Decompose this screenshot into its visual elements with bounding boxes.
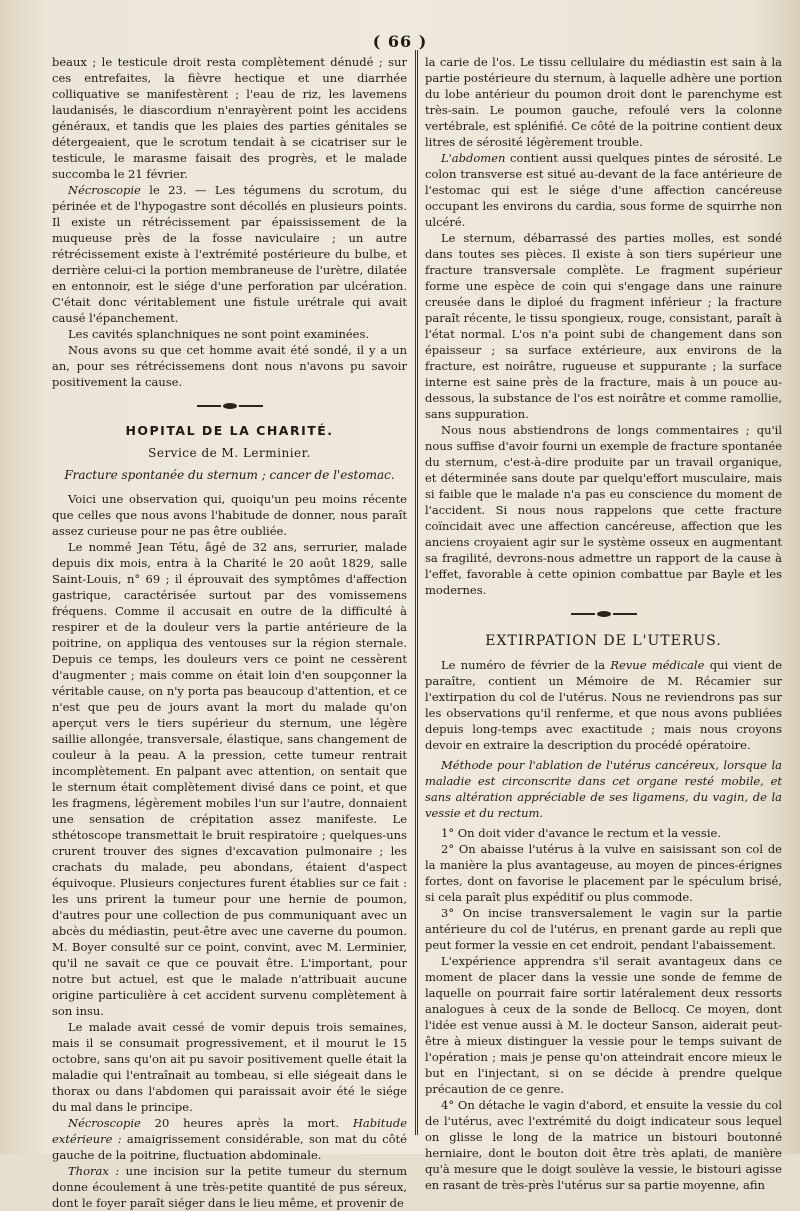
section-heading: HOPITAL DE LA CHARITÉ. — [125, 423, 334, 438]
step-2: 2° On abaisse l'utérus à la vulve en saisissant son col de la manière la plus avantageuse, au moyen de pinces-érignes fortes, dont on favorise le placement par le spéculum brisé, si cela paraît plus expéditif ou plus commode. — [425, 842, 782, 904]
paragraph: Les cavités splanchniques ne sont point examinées. — [68, 327, 370, 341]
paragraph: Nécroscopie le 23. — Les tégumens du scrotum, du périnée et de l'hypogastre sont décollés en plusieurs points. Il existe un rétrécissement par épaississement de la muqueuse près de la fosse naviculaire ; un autre rétrécissement existe à l'extrémité postérieure du bulbe, et derrière celui-ci la portion membraneuse de l'urètre, dilatée en entonnoir, est le siége d'une perforation par ulcération. C'était donc véritablement une fistule urétrale qui avait causé l'épanchement. — [52, 183, 407, 325]
paragraph: Thorax : une incision sur la petite tumeur du sternum donne écoulement à une très-petite quantité de pus séreux, dont le foyer paraît siéger dans le lieu même, et provenir de — [52, 1164, 407, 1210]
section-ornament — [425, 605, 782, 621]
paragraph: Le nommé Jean Tétu, âgé de 32 ans, serrurier, malade depuis dix mois, entra à la Charité le 20 août 1829, salle Saint-Louis, n° 69 ; il éprouvait des symptômes d'affection gastrique, caractérisée surtout par des vomissemens fréquens. Comme il accusait en outre de la difficulté à respirer et de la douleur vers la partie antérieure de la poitrine, on appliqua des ventouses sur la région sternale. Depuis ce temps, les douleurs vers ce point ne cessèrent d'augmenter ; mais comme on était loin d'en soupçonner la véritable cause, on n'y porta pas beaucoup d'attention, et ce n'est que peu de jours avant la mort du malade qu'on aperçut vers le tiers supérieur du sternum, une légère saillie allongée, transversale, élastique, sans changement de couleur à la peau. A la pression, cette tumeur rentrait incomplètement. En palpant avec attention, on sentait que le sternum était complètement divisé dans ce point, et que les fragmens, légèrement mobiles l'un sur l'autre, donnaient une sensation de crépitation assez manifeste. Le sthétoscope transmettait le bruit respiratoire ; quelques-uns crurent trouver des signes d'excavation pulmonaire ; les crachats du malade, peu abondans, étaient d'aspect équivoque. Plusieurs conjectures furent établies sur ce fait : les uns prirent la tumeur pour une hernie de poumon, d'autres pour une collection de pus communiquant avec un abcès du médiastin, peut-être avec une caverne du poumon. M. Boyer consulté sur ce point, convint, avec M. Lerminier, qu'il ne savait ce que ce pouvait être. L'important, pour notre but actuel, est que le malade n'attribuait aucune origine particulière à cet accident survenu complètement à son insu. — [52, 540, 407, 1018]
right-column — [425, 54, 782, 1193]
paragraph: Le malade avait cessé de vomir depuis trois semaines, mais il se consumait progressivement, et il mourut le 15 octobre, sans qu'on ait pu savoir positivement quelle était la maladie qui l'entraînait au tombeau, si elle siégeait dans le thorax ou dans l'abdomen qui paraissait avoir été le siége du mal dans le principe. — [52, 1020, 407, 1114]
left-column — [52, 54, 407, 1211]
paragraph: L'expérience apprendra s'il serait avantageux dans ce moment de placer dans la vessie une sonde de femme de laquelle on pourrait faire sortir latéralement deux ressorts analogues à ceux de la sonde de Bellocq. Ce moyen, dont l'idée est venue aussi à M. le docteur Sanson, aiderait peut-être à mieux distinguer la vessie pour le temps suivant de l'opération ; mais je pense qu'on atteindrait encore mieux le but en l'injectant, si on se décide à prendre quelque précaution de ce genre. — [425, 954, 782, 1096]
paragraph: Le numéro de février de la Revue médicale qui vient de paraître, contient un Mémoire de M. Récamier sur l'extirpation du col de l'utérus. Nous ne reviendrons pas sur les observations qu'il renferme, et que nous avons publiées depuis long-temps avec exactitude ; mais nous croyons devoir en extraire la description du procédé opératoire. — [425, 658, 783, 752]
column-divider — [415, 50, 419, 1135]
step-3: 3° On incise transversalement le vagin sur la partie antérieure du col de l'utérus, en prenant garde au repli que peut former la vessie en cet endroit, pendant l'abaissement. — [425, 906, 782, 952]
section-heading: EXTIRPATION DE L'UTERUS. — [485, 633, 722, 649]
section-ornament — [52, 397, 407, 413]
step-1: 1° On doit vider d'avance le rectum et la vessie. — [441, 826, 721, 840]
service-line: Service de M. Lerminier. — [148, 446, 311, 460]
paragraph: beaux ; le testicule droit resta complètement dénudé ; sur ces entrefaites, la fièvre hectique et une diarrhée colliquative se manifestèrent ; l'eau de riz, les lavemens laudanisés, le diascordium n'enrayèrent point les accidens généraux, et tandis que les plaies des parties génitales se détergeaient, que le scrotum tendait à se cicatriser sur le testicule, le marasme faisait des progrès, et le malade succomba le 21 février. — [52, 55, 407, 181]
paragraph: L'abdomen contient aussi quelques pintes de sérosité. Le colon transverse est situé au-devant de la face antérieure de l'estomac qui est le siége d'une affection cancéreuse occupant les environs du cardia, sous forme de squirrhe non ulcéré. — [425, 151, 782, 229]
paragraph: Nous nous abstiendrons de longs commentaires ; qu'il nous suffise d'avoir fourni un exemple de fracture spontanée du sternum, c'est-à-dire produite par un travail organique, et déterminée sans doute par quelqu'effort musculaire, mais si faible que le malade n'a pas eu conscience du moment de l'accident. Si nous nous rappelons que cette fracture coïncidait avec une affection cancéreuse, affection que les anciens croyaient agir sur le système osseux en augmentant sa fragilité, devrons-nous admettre un rapport de la cause à l'effet, favorable à cette opinion combattue par Bayle et les modernes. — [425, 423, 782, 597]
article-subtitle: Fracture spontanée du sternum ; cancer de l'estomac. — [64, 468, 395, 482]
paragraph: Le sternum, débarrassé des parties molles, est sondé dans toutes ses pièces. Il existe à son tiers supérieur une fracture transversale complète. Le fragment supérieur forme une espèce de coin qui s'engage dans une rainure creusée dans le diploé du fragment inférieur ; la fracture paraît récente, le tissu spongieux, rouge, consistant, paraît à l'état normal. L'os n'a point subi de changement dans son épaisseur ; sa surface extérieure, aux environs de la fracture, est noirâtre, rugueuse et suppurante ; la surface interne est saine près de la fracture, mais à un pouce au-dessous, la substance de l'os est noirâtre et comme ramollie, sans suppuration. — [425, 231, 782, 421]
method-title: Méthode pour l'ablation de l'utérus cancéreux, lorsque la maladie est circonscrite dans cet organe resté mobile, et sans altération appréciable de ses ligamens, du vagin, de la vessie et du rectum. — [425, 758, 782, 820]
paragraph: Voici une observation qui, quoiqu'un peu moins récente que celles que nous avons l'habitude de donner, nous paraît assez curieuse pour ne pas être oubliée. — [52, 492, 407, 538]
paragraph: Nous avons su que cet homme avait été sondé, il y a un an, pour ses rétrécissemens dont nous n'avons pu savoir positivement la cause. — [52, 343, 407, 389]
necroscopy-label: Nécroscopie — [68, 183, 141, 197]
paragraph: la carie de l'os. Le tissu cellulaire du médiastin est sain à la partie postérieure du sternum, à laquelle adhère une portion du lobe antérieur du poumon droit dont le parenchyme est très-sain. Le poumon gauche, refoulé vers la colonne vertébrale, est splénifié. Ce côté de la poitrine contient deux litres de sérosité légèrement trouble. — [425, 55, 782, 149]
page-number: ( 66 ) — [372, 32, 428, 51]
paragraph: Nécroscopie 20 heures après la mort. Habitude extérieure : amaigrissement considérable, son mat du côté gauche de la poitrine, fluctuation abdominale. — [52, 1116, 407, 1162]
step-4: 4° On détache le vagin d'abord, et ensuite la vessie du col de l'utérus, avec l'extrémité du doigt indicateur sous lequel on glisse le long de la matrice un bistouri boutonné herniaire, dont le bouton doit être très aplati, de manière qu'à mesure que le doigt soulève la vessie, le bistouri agisse en rasant de très-près l'utérus sur sa partie moyenne, afin — [425, 1098, 782, 1192]
